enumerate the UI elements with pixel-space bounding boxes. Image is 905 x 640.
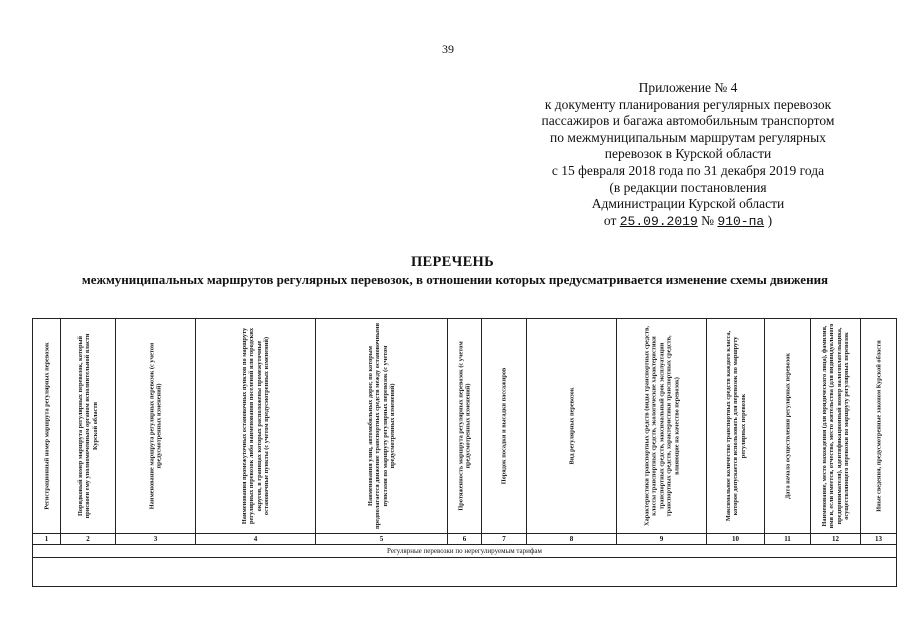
appendix-block [478,80,898,230]
column-header: Максимальное количество транспортных средств каждого класса, которое допускается использовать для перевозок по маршруту регулярных перевозок [707,319,765,534]
document-subtitle: межмуниципальных маршрутов регулярных перевозок, в отношении которых предусматривается изменение схемы движения [81,272,829,287]
number-prefix: № [701,212,715,228]
column-number: 1 [33,534,61,545]
document-title: ПЕРЕЧЕНЬ [410,254,495,270]
appendix-line-7: Администрации Курской области [591,196,785,212]
column-number: 4 [196,534,316,545]
column-header: Порядковый номер маршрута регулярных перевозок, который присвоен ему уполномоченным органом исполнительной власти Курской области [61,319,116,534]
column-header: Иные сведения, предусмотренные законом Курской области [861,319,897,534]
column-number: 11 [765,534,811,545]
appendix-line-2: пассажиров и багажа автомобильным транспортом [541,113,835,129]
appendix-title: Приложение № 4 [638,80,738,95]
column-number: 12 [811,534,861,545]
table-header-row [33,319,897,534]
column-header: Регистрационный номер маршрута регулярных перевозок [33,319,61,534]
column-header: Характеристики транспортных средств (виды транспортных средств, классы транспортных средств, экологические характеристики транспортных средств, максимальный срок эксплуатации транспортных средств, характеристики транспортных средств, влияющие на качество перевозок) [617,319,707,534]
column-number: 9 [617,534,707,545]
column-number-row [33,534,897,545]
resolution-number: 910-па [717,213,765,229]
appendix-date-line [478,213,898,231]
column-header: Вид регулярных перевозок [527,319,617,534]
column-header: Дата начала осуществления регулярных перевозок [765,319,811,534]
column-number: 3 [116,534,196,545]
table-row [33,558,897,587]
column-number: 8 [527,534,617,545]
column-number: 5 [316,534,448,545]
closing-paren: ) [767,212,773,228]
section-label: Регулярные перевозки по нерегулируемым тарифам [33,545,897,558]
appendix-line-6: (в редакции постановления [609,179,767,195]
date-prefix: от [603,212,617,228]
column-number: 13 [861,534,897,545]
column-header: Наименование, место нахождения (для юридического лица), фамилия, имя и, если имеется, отчество, место жительства (для индивидуального предпринимателя), идентификационный номер налогоплательщика, осуществляющего перевозки по маршруту регулярных перевозок [811,319,861,534]
column-number: 7 [482,534,527,545]
appendix-line-4: перевозок в Курской области [604,146,772,162]
page-number: 39 [442,42,454,56]
column-header: Наименование маршрута регулярных перевозок (с учетом предусмотренных изменений) [116,319,196,534]
column-header: Порядок посадки и высадки пассажиров [482,319,527,534]
empty-cell [33,558,897,587]
appendix-line-3: по межмуниципальным маршрутам регулярных [550,129,826,145]
column-number: 6 [448,534,482,545]
column-header: Наименования промежуточных остановочных пунктов по маршруту регулярных перевозок либо наименования поселений или городских округов, в границах которых расположены промежуточные остановочные пункты (с учетом предусмотренных изменений) [196,319,316,534]
resolution-date: 25.09.2019 [619,213,698,229]
column-number: 10 [707,534,765,545]
column-header: Протяженность маршрута регулярных перевозок (с учетом предусмотренных изменений) [448,319,482,534]
appendix-line-5: с 15 февраля 2018 года по 31 декабря 2019 года [551,162,825,178]
appendix-line-1: к документу планирования регулярных перевозок [544,96,832,112]
routes-table [32,318,897,587]
column-number: 2 [61,534,116,545]
section-row [33,545,897,558]
column-header: Наименования улиц, автомобильных дорог, по которым предполагается движение транспортных средств между остановочными пунктами по маршруту регулярных перевозок (с учетом предусмотренных изменений) [316,319,448,534]
